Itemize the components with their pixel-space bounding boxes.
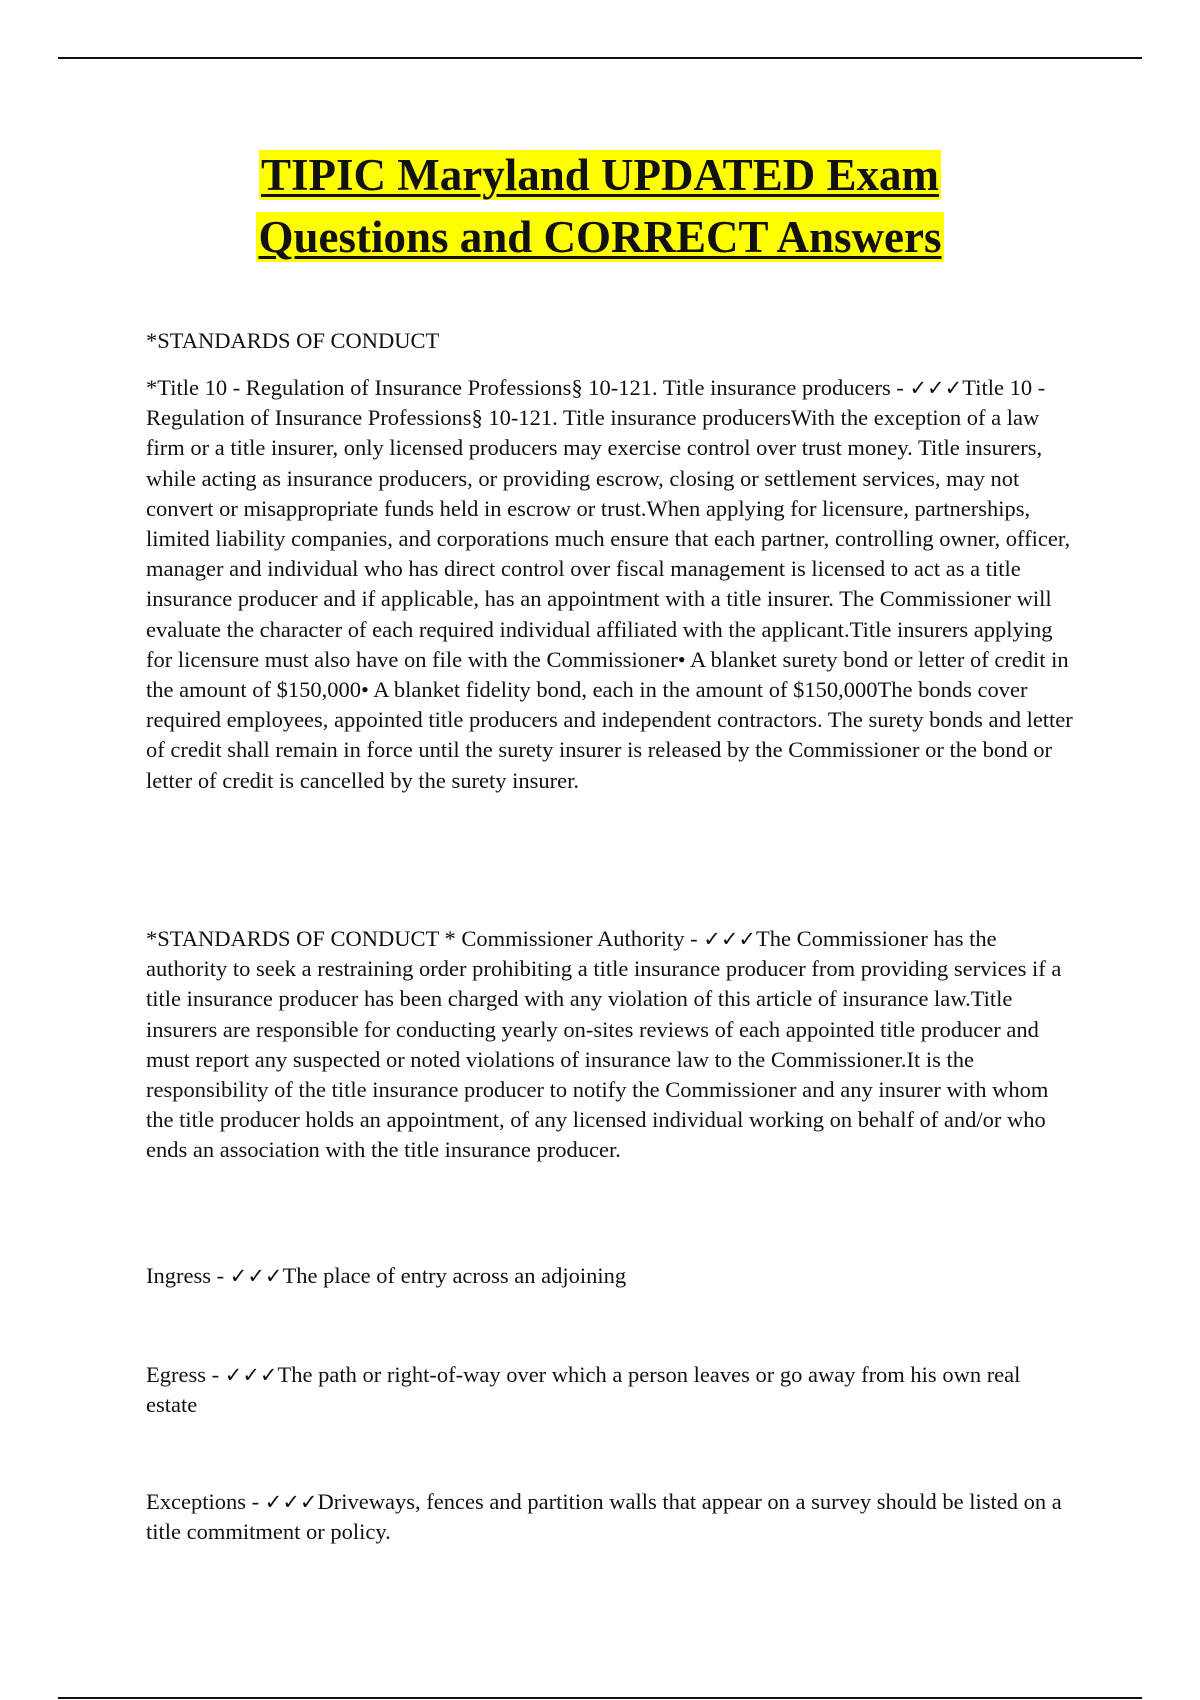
qa-answer: The place of entry across an adjoining	[282, 1263, 627, 1288]
qa-answer: The path or right-of-way over which a person leaves or go away from his own real estate	[146, 1362, 1021, 1418]
qa-question: Ingress -	[146, 1263, 230, 1288]
qa-answer: Driveways, fences and partition walls that appear on a survey should be listed on a title commitment or policy.	[146, 1489, 1062, 1545]
section-heading: *STANDARDS OF CONDUCT	[146, 328, 440, 353]
document-title	[0, 144, 1200, 268]
checkmark-icon: ✓✓✓	[229, 1264, 283, 1288]
qa-item-2	[146, 924, 1076, 1166]
checkmark-icon: ✓✓✓	[224, 1363, 278, 1387]
checkmark-icon: ✓✓✓	[909, 376, 963, 400]
checkmark-icon: ✓✓✓	[703, 927, 757, 951]
qa-question: Egress -	[146, 1362, 225, 1387]
qa-question: *Title 10 - Regulation of Insurance Professions§ 10-121. Title insurance producers -	[146, 375, 910, 400]
qa-question: *STANDARDS OF CONDUCT * Commissioner Authority -	[146, 926, 704, 951]
qa-item-4	[146, 1360, 1076, 1420]
qa-question: Exceptions -	[146, 1489, 265, 1514]
qa-item-5	[146, 1487, 1076, 1547]
bottom-rule	[58, 1697, 1142, 1699]
title-line-1: TIPIC Maryland UPDATED Exam	[261, 150, 939, 200]
checkmark-icon: ✓✓✓	[264, 1490, 318, 1514]
qa-item-1	[146, 373, 1076, 796]
qa-answer: The Commissioner has the authority to seek a restraining order prohibiting a title insurance producer from providing services if a title insurance producer has been charged with any violation of this article of insurance law.Title insurers are responsible for conducting yearly on-sites reviews of each appointed title producer and must report any suspected or noted violations of insurance law to the Commissioner.It is the responsibility of the title insurance producer to notify the Commissioner and any insurer with whom the title producer holds an appointment, of any licensed individual working on behalf of and/or who ends an association with the title insurance producer.	[146, 926, 1062, 1163]
top-rule	[58, 57, 1142, 59]
qa-answer: Title 10 - Regulation of Insurance Professions§ 10-121. Title insurance producersWith the exception of a law firm or a title insurer, only licensed producers may exercise control over trust money. Title insurers, while acting as insurance producers, or providing escrow, closing or settlement services, may not convert or misappropriate funds held in escrow or trust.When applying for licensure, partnerships, limited liability companies, and corporations much ensure that each partner, controlling owner, officer, manager and individual who has direct control over fiscal management is licensed to act as a title insurance producer and if applicable, has an appointment with a title insurer. The Commissioner will evaluate the character of each required individual affiliated with the applicant.Title insurers applying for licensure must also have on file with the Commissioner• A blanket surety bond or letter of credit in the amount of $150,000• A blanket fidelity bond, each in the amount of $150,000The bonds cover required employees, appointed title producers and independent contractors. The surety bonds and letter of credit shall remain in force until the surety insurer is released by the Commissioner or the bond or letter of credit is cancelled by the surety insurer.	[146, 375, 1073, 793]
qa-item-3	[146, 1261, 1076, 1291]
title-line-2: Questions and CORRECT Answers	[258, 212, 942, 262]
